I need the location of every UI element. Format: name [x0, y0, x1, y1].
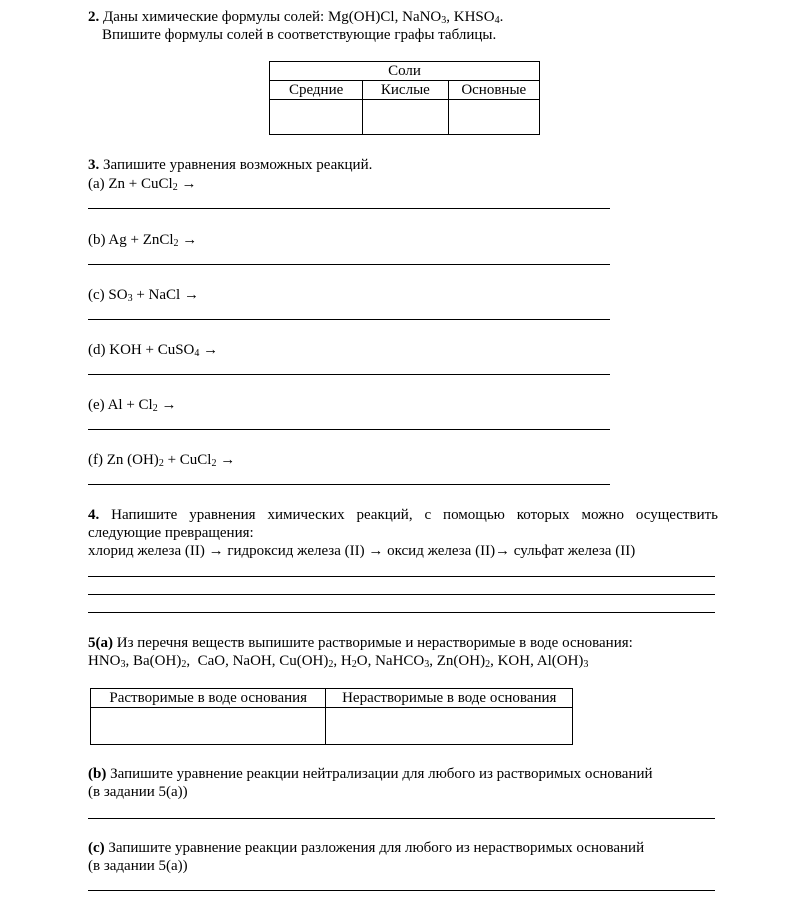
cell-acidic-answer[interactable]	[363, 100, 448, 135]
col-insoluble: Нерастворимые в воде основания	[326, 689, 573, 708]
bases-table	[90, 688, 573, 745]
reaction-a: (a) Zn + CuCl$_2$ →	[88, 176, 197, 193]
cell-soluble-answer[interactable]	[91, 708, 326, 745]
task5a-title: 5(a) Из перечня веществ выпишите растворимые и нерастворимые в воде основания:	[88, 635, 633, 651]
col-medium: Средние	[270, 81, 363, 100]
reaction-b: (b) Ag + ZnCl$_2$ →	[88, 232, 198, 249]
salts-table	[269, 61, 540, 135]
answer-line-e[interactable]	[88, 429, 610, 430]
cell-insoluble-answer[interactable]	[326, 708, 573, 745]
salt-3: $KHSO_4$.	[453, 9, 504, 26]
task4-line1: 4. Напишите уравнения химических реакций, с помощью которых можно осуществить	[88, 507, 718, 523]
answer-line-4-2[interactable]	[88, 594, 715, 595]
reaction-f: (f) Zn $(OH)_2$ + CuCl$_2$ →	[88, 452, 236, 469]
cell-basic-answer[interactable]	[448, 100, 540, 135]
salts-table-header: Соли	[270, 62, 540, 81]
answer-line-4-3[interactable]	[88, 612, 715, 613]
col-acidic: Кислые	[363, 81, 448, 100]
col-basic: Основные	[448, 81, 540, 100]
reaction-d: (d) KOH + CuSO$_4$ →	[88, 342, 219, 359]
answer-line-c[interactable]	[88, 319, 610, 320]
task2-line2: Впишите формулы солей в соответствующие графы таблицы.	[102, 27, 497, 43]
task4-chain: хлорид железа (II) → гидроксид железа (II) → оксид железа (II)→ сульфат железа (II)	[88, 543, 636, 559]
answer-line-a[interactable]	[88, 208, 610, 209]
salt-1: Mg(OH)Cl,	[327, 9, 403, 25]
answer-line-5c[interactable]	[88, 890, 715, 891]
task5b-line2: (в задании 5(а))	[88, 784, 188, 800]
task2-line1	[88, 8, 503, 26]
task2-intro: Даны химические формулы солей:	[103, 9, 328, 25]
task3-title: 3. Запишите уравнения возможных реакций.	[88, 157, 373, 173]
task5b-number: (b)	[88, 766, 107, 782]
reaction-e: (e) $Al + Cl_2$ →	[88, 397, 177, 414]
reaction-c: (c) $SO_3$ + NaCl →	[88, 287, 199, 304]
task2-number: 2.	[88, 9, 100, 25]
col-soluble: Растворимые в воде основания	[91, 689, 326, 708]
task5a-substances: $HNO_3$, $Ba(OH)_2$, CaO, NaOH, $Cu(OH)_2$, $H_2O$, NaHCO$_3$, $Zn(OH)_2$, KOH, $Al(OH)_3$	[88, 653, 589, 670]
answer-line-4-1[interactable]	[88, 576, 715, 577]
task5c-number: (c)	[88, 840, 105, 856]
answer-line-5b[interactable]	[88, 818, 715, 819]
cell-medium-answer[interactable]	[270, 100, 363, 135]
task3-number: 3.	[88, 157, 100, 173]
task5c-line1: (c) Запишите уравнение реакции разложения для любого из нерастворимых оснований	[88, 840, 645, 856]
answer-line-f[interactable]	[88, 484, 610, 485]
task5c-line2: (в задании 5(а))	[88, 858, 188, 874]
task5a-number: 5(a)	[88, 635, 113, 651]
answer-line-b[interactable]	[88, 264, 610, 265]
task4-line2: следующие превращения:	[88, 525, 254, 541]
answer-line-d[interactable]	[88, 374, 610, 375]
salt-2: NaNO$_3$,	[402, 9, 454, 26]
task5b-line1: (b) Запишите уравнение реакции нейтрализации для любого из растворимых оснований	[88, 766, 653, 782]
task4-number: 4.	[88, 507, 100, 523]
